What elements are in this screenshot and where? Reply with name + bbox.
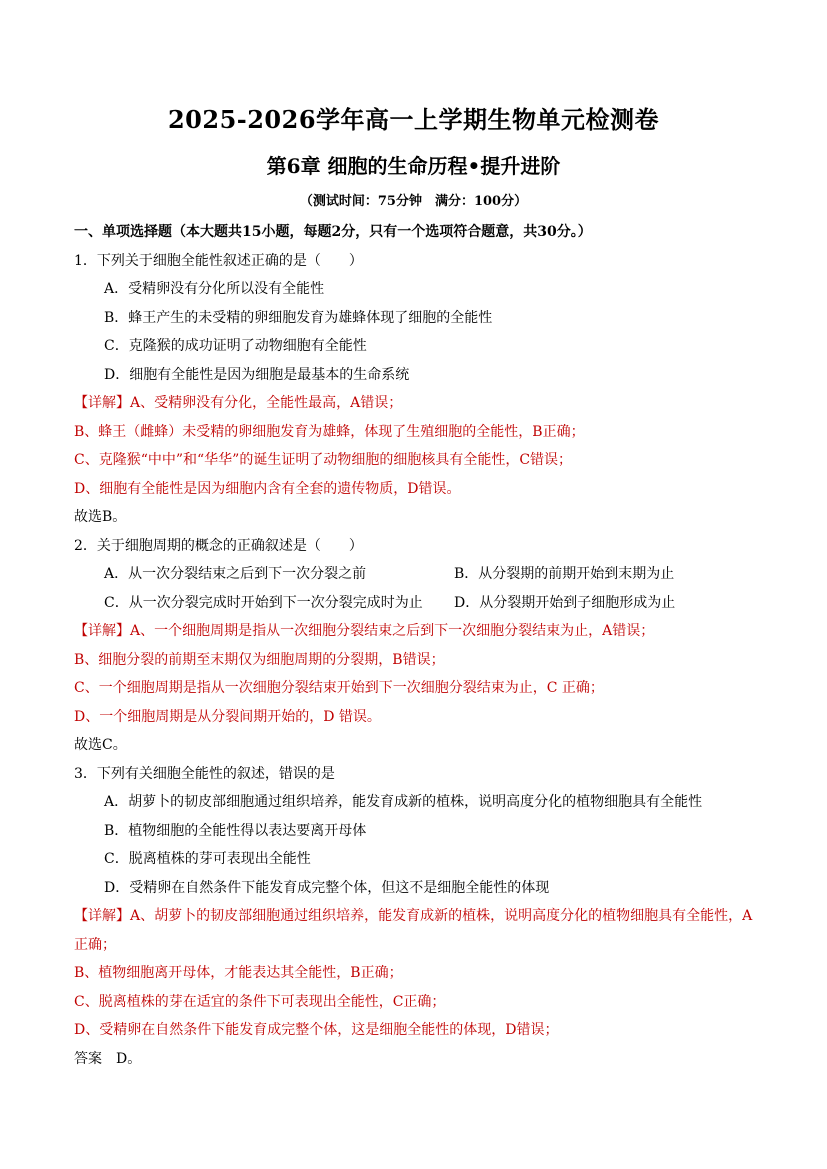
question-2-option-b: B．从分裂期的前期开始到末期为止 [454, 566, 675, 582]
question-3-explanation: D、受精卵在自然条件下能发育成完整个体，这是细胞全能性的体现，D错误； [74, 1022, 559, 1038]
question-2-option-d: D．从分裂期开始到子细胞形成为止 [454, 594, 676, 611]
exam-title: 2025-2026学年高一上学期生物单元检测卷 [167, 105, 660, 134]
question-1-explanation: D、细胞有全能性是因为细胞内含有全套的遗传物质，D错误。 [74, 480, 461, 497]
section-heading: 一、单项选择题（本大题共15小题，每题2分，只有一个选项符合题意，共30分。） [74, 224, 592, 240]
question-2-options-row-1 [74, 560, 764, 589]
question-2-options-row-2 [74, 589, 764, 618]
question-2-explanation: 【详解】A、一个细胞周期是指从一次细胞分裂结束之后到下一次细胞分裂结束为止，A错误； [74, 623, 655, 639]
question-1-explanation: 【详解】A、受精卵没有分化，全能性最高，A错误； [74, 395, 403, 411]
question-2-stem: 2．关于细胞周期的概念的正确叙述是（ ） [74, 537, 363, 554]
question-3-explanation: C、脱离植株的芽在适宜的条件下可表现出全能性，C正确； [74, 993, 446, 1010]
question-3-option-c: C．脱离植株的芽可表现出全能性 [104, 851, 311, 867]
question-3-option-b: B．植物细胞的全能性得以表达要离开母体 [104, 822, 367, 839]
question-1-explanation: C、克隆猴“中中”和“华华”的诞生证明了动物细胞的细胞核具有全能性，C错误； [74, 452, 573, 468]
question-3-stem: 3．下列有关细胞全能性的叙述，错误的是 [74, 765, 335, 782]
question-1-option-c: C．克隆猴的成功证明了动物细胞有全能性 [104, 338, 367, 354]
question-3-explanation: 【详解】A、胡萝卜的韧皮部细胞通过组织培养，能发育成新的植株，说明高度分化的植物细胞具有全能性，A正确； [74, 908, 753, 953]
question-1-option-b: B．蜂王产生的未受精的卵细胞发育为雄蜂体现了细胞的全能性 [104, 309, 493, 326]
question-1-answer: 故选B。 [74, 509, 127, 525]
chapter-subtitle: 第6章 细胞的生命历程•提升进阶 [266, 154, 561, 178]
question-2-explanation: D、一个细胞周期是从分裂间期开始的，D 错误。 [74, 708, 381, 725]
question-1-explanation: B、蜂王（雌蜂）未受精的卵细胞发育为雄蜂，体现了生殖细胞的全能性，B正确； [74, 423, 585, 440]
question-2-option-c: C．从一次分裂完成时开始到下一次分裂完成时为止 [104, 594, 423, 611]
question-2-option-a: A．从一次分裂结束之后到下一次分裂之前 [104, 566, 367, 582]
question-1-option-a: A．受精卵没有分化所以没有全能性 [104, 281, 325, 297]
question-1-option-d: D．细胞有全能性是因为细胞是最基本的生命系统 [104, 366, 410, 383]
question-2-explanation: C、一个细胞周期是指从一次细胞分裂结束开始到下一次细胞分裂结束为止，C 正确； [74, 680, 604, 696]
question-3-explanation: B、植物细胞离开母体，才能表达其全能性，B正确； [74, 965, 403, 981]
question-2-answer: 故选C。 [74, 737, 127, 753]
question-3-option-a: A．胡萝卜的韧皮部细胞通过组织培养，能发育成新的植株，说明高度分化的植物细胞具有全能性 [104, 794, 703, 810]
question-3-option-d: D．受精卵在自然条件下能发育成完整个体，但这不是细胞全能性的体现 [104, 879, 550, 896]
exam-body [74, 218, 764, 1073]
question-2-explanation: B、细胞分裂的前期至末期仅为细胞周期的分裂期，B错误； [74, 651, 445, 668]
question-3-answer: 答案 D。 [74, 1050, 142, 1067]
exam-timing: （测试时间：75分钟 满分：100分） [299, 194, 528, 209]
question-1-stem: 1．下列关于细胞全能性叙述正确的是（ ） [74, 252, 363, 269]
